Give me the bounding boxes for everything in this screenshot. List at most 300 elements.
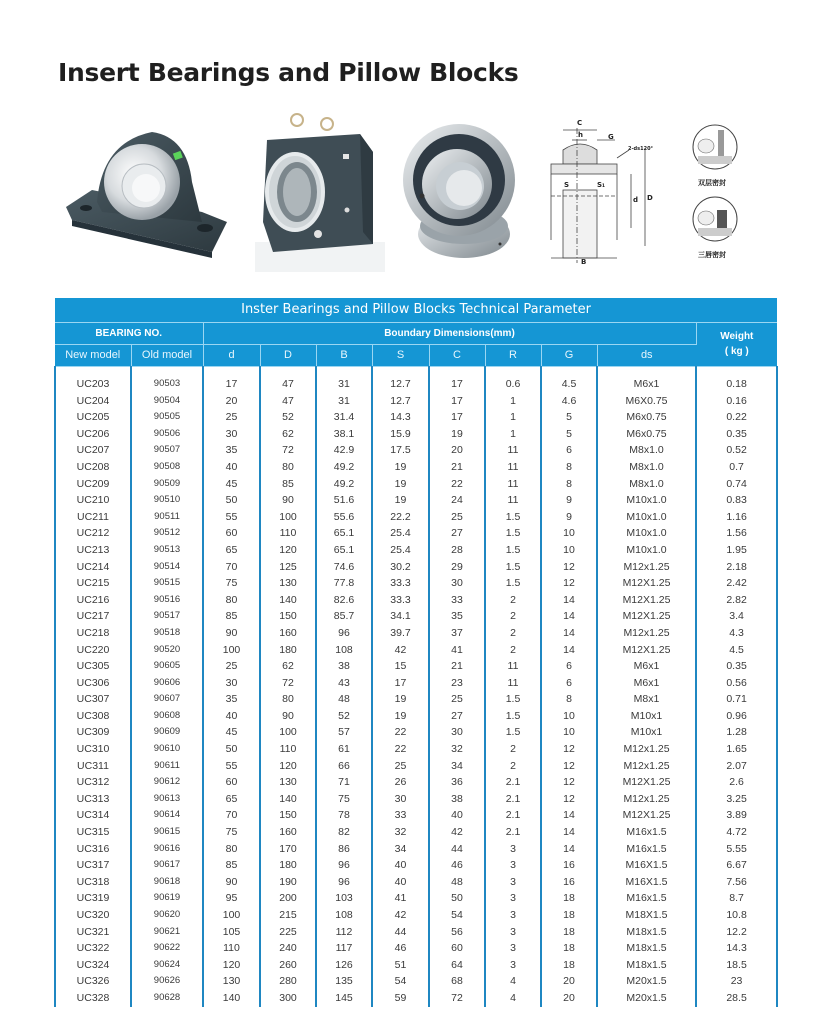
cell-weight: 12.2	[696, 924, 777, 941]
cell-weight: 3.4	[696, 608, 777, 625]
cell-weight: 28.5	[696, 990, 777, 1007]
cell-ds: M16X1.5	[597, 857, 696, 874]
cell-weight: 1.65	[696, 741, 777, 758]
cell-C: 30	[429, 724, 485, 741]
cell-R: 1.5	[485, 559, 541, 576]
table-row	[55, 575, 777, 592]
cell-D: 160	[260, 824, 316, 841]
cell-new-model: UC206	[55, 426, 131, 443]
cell-S: 19	[372, 459, 429, 476]
cell-ds: M6x1	[597, 675, 696, 692]
cell-S: 19	[372, 476, 429, 493]
cell-D: 170	[260, 841, 316, 858]
column-header: R	[485, 344, 541, 366]
cell-S: 25	[372, 758, 429, 775]
cell-new-model: UC318	[55, 874, 131, 891]
cell-ds: M20x1.5	[597, 990, 696, 1007]
cell-R: 11	[485, 459, 541, 476]
cell-S: 14.3	[372, 409, 429, 426]
split-plummer-block-photo	[255, 112, 385, 272]
cell-ds: M12x1.25	[597, 625, 696, 642]
cell-ds: M12X1.25	[597, 774, 696, 791]
cell-C: 32	[429, 741, 485, 758]
cell-R: 1.5	[485, 509, 541, 526]
cell-S: 17.5	[372, 442, 429, 459]
cell-G: 5	[541, 409, 597, 426]
cell-new-model: UC326	[55, 973, 131, 990]
cell-ds: M18x1.5	[597, 924, 696, 941]
cell-D: 100	[260, 509, 316, 526]
cell-old-model: 90506	[131, 426, 203, 443]
cell-new-model: UC220	[55, 642, 131, 659]
cell-D: 72	[260, 675, 316, 692]
cell-D: 240	[260, 940, 316, 957]
cell-ds: M10x1	[597, 708, 696, 725]
table-row	[55, 476, 777, 493]
cell-D: 150	[260, 608, 316, 625]
table-row	[55, 559, 777, 576]
cell-C: 25	[429, 509, 485, 526]
cell-R: 2	[485, 625, 541, 642]
cell-ds: M6x1	[597, 658, 696, 675]
cell-R: 11	[485, 442, 541, 459]
cell-R: 3	[485, 907, 541, 924]
table-row	[55, 824, 777, 841]
cell-D: 130	[260, 774, 316, 791]
cell-weight: 23	[696, 973, 777, 990]
header-weight	[696, 322, 777, 366]
cell-ds: M10x1.0	[597, 525, 696, 542]
cell-R: 2.1	[485, 774, 541, 791]
cell-S: 12.7	[372, 393, 429, 410]
cell-G: 6	[541, 442, 597, 459]
cell-d: 40	[203, 459, 260, 476]
cell-new-model: UC324	[55, 957, 131, 974]
cell-B: 65.1	[316, 525, 372, 542]
cell-d: 65	[203, 542, 260, 559]
cell-B: 96	[316, 874, 372, 891]
table-row	[55, 807, 777, 824]
label-S1: S₁	[597, 181, 606, 189]
cell-C: 54	[429, 907, 485, 924]
cell-B: 82	[316, 824, 372, 841]
cell-ds: M12X1.25	[597, 807, 696, 824]
cell-d: 90	[203, 874, 260, 891]
cell-ds: M16X1.5	[597, 874, 696, 891]
cell-S: 22	[372, 741, 429, 758]
insert-bearing-photo	[402, 116, 520, 266]
cell-weight: 2.42	[696, 575, 777, 592]
cell-D: 215	[260, 907, 316, 924]
cell-C: 60	[429, 940, 485, 957]
cell-new-model: UC207	[55, 442, 131, 459]
cell-B: 145	[316, 990, 372, 1007]
cell-new-model: UC217	[55, 608, 131, 625]
cell-D: 160	[260, 625, 316, 642]
cell-d: 45	[203, 724, 260, 741]
cell-D: 140	[260, 592, 316, 609]
cell-ds: M10x1.0	[597, 492, 696, 509]
cell-d: 25	[203, 409, 260, 426]
cell-old-model: 90619	[131, 890, 203, 907]
cell-new-model: UC213	[55, 542, 131, 559]
cell-G: 9	[541, 509, 597, 526]
cell-C: 48	[429, 874, 485, 891]
cell-B: 74.6	[316, 559, 372, 576]
cell-weight: 0.56	[696, 675, 777, 692]
cell-ds: M8x1.0	[597, 442, 696, 459]
table-row	[55, 625, 777, 642]
cell-B: 52	[316, 708, 372, 725]
cell-ds: M10x1.0	[597, 542, 696, 559]
cell-S: 19	[372, 492, 429, 509]
table-row	[55, 492, 777, 509]
cell-S: 25.4	[372, 525, 429, 542]
cell-d: 35	[203, 442, 260, 459]
cell-weight: 7.56	[696, 874, 777, 891]
table-row	[55, 691, 777, 708]
cell-C: 38	[429, 791, 485, 808]
cell-old-model: 90503	[131, 376, 203, 393]
cell-weight: 5.55	[696, 841, 777, 858]
cell-G: 20	[541, 990, 597, 1007]
cell-new-model: UC212	[55, 525, 131, 542]
table-row	[55, 940, 777, 957]
cell-old-model: 90613	[131, 791, 203, 808]
label-h: h	[578, 131, 583, 139]
cell-new-model: UC211	[55, 509, 131, 526]
cell-ds: M18X1.5	[597, 907, 696, 924]
cell-D: 80	[260, 459, 316, 476]
cell-C: 21	[429, 459, 485, 476]
cell-B: 31	[316, 376, 372, 393]
cell-d: 85	[203, 608, 260, 625]
cell-new-model: UC315	[55, 824, 131, 841]
cell-weight: 0.96	[696, 708, 777, 725]
cell-d: 95	[203, 890, 260, 907]
cell-old-model: 90622	[131, 940, 203, 957]
cell-C: 56	[429, 924, 485, 941]
cell-B: 78	[316, 807, 372, 824]
cell-D: 80	[260, 691, 316, 708]
cell-B: 49.2	[316, 459, 372, 476]
header-bearing-no: BEARING NO.	[55, 322, 203, 344]
column-header: D	[260, 344, 316, 366]
cell-R: 1.5	[485, 708, 541, 725]
cell-weight: 0.71	[696, 691, 777, 708]
cell-weight: 2.07	[696, 758, 777, 775]
cell-C: 20	[429, 442, 485, 459]
cell-d: 90	[203, 625, 260, 642]
cell-G: 16	[541, 857, 597, 874]
cell-new-model: UC215	[55, 575, 131, 592]
table-row	[55, 542, 777, 559]
cell-B: 43	[316, 675, 372, 692]
cell-S: 51	[372, 957, 429, 974]
cell-B: 42.9	[316, 442, 372, 459]
cell-B: 71	[316, 774, 372, 791]
bearing-dimension-drawing	[545, 118, 665, 268]
cell-d: 100	[203, 907, 260, 924]
cell-B: 103	[316, 890, 372, 907]
table-row	[55, 857, 777, 874]
cell-old-model: 90628	[131, 990, 203, 1007]
cell-S: 42	[372, 907, 429, 924]
table-row	[55, 409, 777, 426]
cell-D: 180	[260, 642, 316, 659]
cell-new-model: UC306	[55, 675, 131, 692]
cell-old-model: 90512	[131, 525, 203, 542]
table-row	[55, 509, 777, 526]
cell-d: 70	[203, 807, 260, 824]
cell-R: 1.5	[485, 542, 541, 559]
seal-caption-double: 双层密封	[698, 179, 726, 187]
cell-R: 1	[485, 393, 541, 410]
cell-D: 72	[260, 442, 316, 459]
cell-old-model: 90611	[131, 758, 203, 775]
cell-d: 55	[203, 509, 260, 526]
cell-G: 12	[541, 741, 597, 758]
cell-old-model: 90505	[131, 409, 203, 426]
cell-weight: 1.28	[696, 724, 777, 741]
table-row	[55, 758, 777, 775]
cell-weight: 4.72	[696, 824, 777, 841]
table-row	[55, 724, 777, 741]
cell-new-model: UC310	[55, 741, 131, 758]
cell-B: 31.4	[316, 409, 372, 426]
cell-new-model: UC305	[55, 658, 131, 675]
cell-ds: M12x1.25	[597, 559, 696, 576]
cell-S: 22	[372, 724, 429, 741]
cell-D: 47	[260, 376, 316, 393]
seal-detail-double	[690, 122, 740, 194]
cell-D: 52	[260, 409, 316, 426]
cell-S: 26	[372, 774, 429, 791]
cell-R: 3	[485, 857, 541, 874]
seal-caption-triple-lip: 三唇密封	[698, 251, 726, 259]
technical-parameter-table	[54, 298, 778, 1007]
cell-C: 19	[429, 426, 485, 443]
cell-S: 40	[372, 874, 429, 891]
cell-R: 3	[485, 841, 541, 858]
cell-ds: M18x1.5	[597, 940, 696, 957]
cell-d: 50	[203, 492, 260, 509]
cell-d: 45	[203, 476, 260, 493]
header-weight-unit: ( kg )	[724, 346, 749, 357]
cell-new-model: UC311	[55, 758, 131, 775]
cell-ds: M16x1.5	[597, 824, 696, 841]
cell-old-model: 90508	[131, 459, 203, 476]
cell-C: 27	[429, 525, 485, 542]
cell-D: 280	[260, 973, 316, 990]
page-title: Insert Bearings and Pillow Blocks	[58, 58, 519, 87]
cell-B: 65.1	[316, 542, 372, 559]
table-row	[55, 592, 777, 609]
column-header: S	[372, 344, 429, 366]
cell-d: 80	[203, 592, 260, 609]
cell-new-model: UC312	[55, 774, 131, 791]
label-G: G	[608, 133, 614, 141]
cell-old-model: 90616	[131, 841, 203, 858]
cell-d: 40	[203, 708, 260, 725]
cell-C: 22	[429, 476, 485, 493]
cell-d: 80	[203, 841, 260, 858]
cell-old-model: 90513	[131, 542, 203, 559]
cell-G: 14	[541, 841, 597, 858]
cell-C: 34	[429, 758, 485, 775]
cell-R: 3	[485, 874, 541, 891]
cell-D: 90	[260, 492, 316, 509]
cell-ds: M10x1	[597, 724, 696, 741]
cell-G: 4.6	[541, 393, 597, 410]
cell-weight: 1.95	[696, 542, 777, 559]
cell-ds: M6x1	[597, 376, 696, 393]
cell-old-model: 90606	[131, 675, 203, 692]
cell-new-model: UC317	[55, 857, 131, 874]
cell-B: 108	[316, 907, 372, 924]
label-S: S	[564, 181, 570, 189]
cell-G: 18	[541, 957, 597, 974]
cell-G: 6	[541, 658, 597, 675]
cell-S: 41	[372, 890, 429, 907]
cell-d: 85	[203, 857, 260, 874]
table-row	[55, 907, 777, 924]
table-row	[55, 841, 777, 858]
cell-R: 1	[485, 426, 541, 443]
cell-S: 19	[372, 691, 429, 708]
cell-d: 25	[203, 658, 260, 675]
cell-new-model: UC210	[55, 492, 131, 509]
table-row	[55, 924, 777, 941]
cell-d: 120	[203, 957, 260, 974]
cell-S: 15	[372, 658, 429, 675]
cell-d: 70	[203, 559, 260, 576]
cell-C: 36	[429, 774, 485, 791]
cell-old-model: 90511	[131, 509, 203, 526]
cell-G: 14	[541, 608, 597, 625]
cell-old-model: 90609	[131, 724, 203, 741]
cell-ds: M12x1.25	[597, 758, 696, 775]
table-row	[55, 459, 777, 476]
cell-C: 46	[429, 857, 485, 874]
cell-C: 27	[429, 708, 485, 725]
cell-G: 12	[541, 758, 597, 775]
cell-old-model: 90520	[131, 642, 203, 659]
header-boundary-dimensions: Boundary Dimensions(mm)	[203, 322, 696, 344]
cell-G: 6	[541, 675, 597, 692]
cell-G: 10	[541, 542, 597, 559]
cell-B: 75	[316, 791, 372, 808]
cell-B: 55.6	[316, 509, 372, 526]
cell-ds: M6X0.75	[597, 393, 696, 410]
cell-D: 150	[260, 807, 316, 824]
cell-G: 16	[541, 874, 597, 891]
cell-d: 75	[203, 824, 260, 841]
cell-G: 10	[541, 708, 597, 725]
cell-C: 44	[429, 841, 485, 858]
cell-ds: M8x1.0	[597, 459, 696, 476]
cell-new-model: UC214	[55, 559, 131, 576]
cell-B: 57	[316, 724, 372, 741]
cell-weight: 10.8	[696, 907, 777, 924]
column-header: New model	[55, 344, 131, 366]
cell-G: 10	[541, 525, 597, 542]
cell-S: 12.7	[372, 376, 429, 393]
cell-ds: M6x0.75	[597, 426, 696, 443]
cell-B: 66	[316, 758, 372, 775]
cell-d: 17	[203, 376, 260, 393]
cell-R: 11	[485, 492, 541, 509]
cell-new-model: UC328	[55, 990, 131, 1007]
cell-d: 105	[203, 924, 260, 941]
cell-C: 35	[429, 608, 485, 625]
table-row	[55, 642, 777, 659]
table-spacer-row	[55, 366, 777, 376]
cell-R: 3	[485, 890, 541, 907]
cell-weight: 0.18	[696, 376, 777, 393]
cell-new-model: UC308	[55, 708, 131, 725]
cell-ds: M6x0.75	[597, 409, 696, 426]
cell-old-model: 90612	[131, 774, 203, 791]
cell-new-model: UC307	[55, 691, 131, 708]
cell-G: 12	[541, 575, 597, 592]
cell-D: 300	[260, 990, 316, 1007]
table-row	[55, 874, 777, 891]
cell-R: 3	[485, 924, 541, 941]
header-weight-label: Weight	[720, 331, 754, 342]
cell-G: 18	[541, 940, 597, 957]
cell-ds: M12x1.25	[597, 741, 696, 758]
cell-B: 135	[316, 973, 372, 990]
cell-G: 14	[541, 807, 597, 824]
cell-new-model: UC322	[55, 940, 131, 957]
column-header: G	[541, 344, 597, 366]
cell-weight: 0.35	[696, 426, 777, 443]
cell-D: 120	[260, 542, 316, 559]
cell-G: 8	[541, 459, 597, 476]
cell-R: 3	[485, 940, 541, 957]
cell-weight: 14.3	[696, 940, 777, 957]
cell-B: 31	[316, 393, 372, 410]
cell-G: 8	[541, 476, 597, 493]
cell-C: 37	[429, 625, 485, 642]
cell-G: 14	[541, 824, 597, 841]
cell-old-model: 90608	[131, 708, 203, 725]
cell-D: 140	[260, 791, 316, 808]
cell-new-model: UC209	[55, 476, 131, 493]
cell-d: 55	[203, 758, 260, 775]
cell-B: 126	[316, 957, 372, 974]
table-title: Inster Bearings and Pillow Blocks Technical Parameter	[55, 298, 777, 322]
cell-S: 19	[372, 708, 429, 725]
cell-C: 17	[429, 393, 485, 410]
cell-G: 14	[541, 625, 597, 642]
cell-weight: 3.25	[696, 791, 777, 808]
cell-weight: 18.5	[696, 957, 777, 974]
cell-old-model: 90620	[131, 907, 203, 924]
cell-d: 20	[203, 393, 260, 410]
cell-C: 42	[429, 824, 485, 841]
cell-D: 180	[260, 857, 316, 874]
cell-R: 2	[485, 642, 541, 659]
cell-d: 50	[203, 741, 260, 758]
cell-B: 51.6	[316, 492, 372, 509]
cell-ds: M16x1.5	[597, 890, 696, 907]
cell-ds: M12X1.25	[597, 592, 696, 609]
cell-G: 9	[541, 492, 597, 509]
cell-C: 17	[429, 376, 485, 393]
cell-R: 2	[485, 608, 541, 625]
